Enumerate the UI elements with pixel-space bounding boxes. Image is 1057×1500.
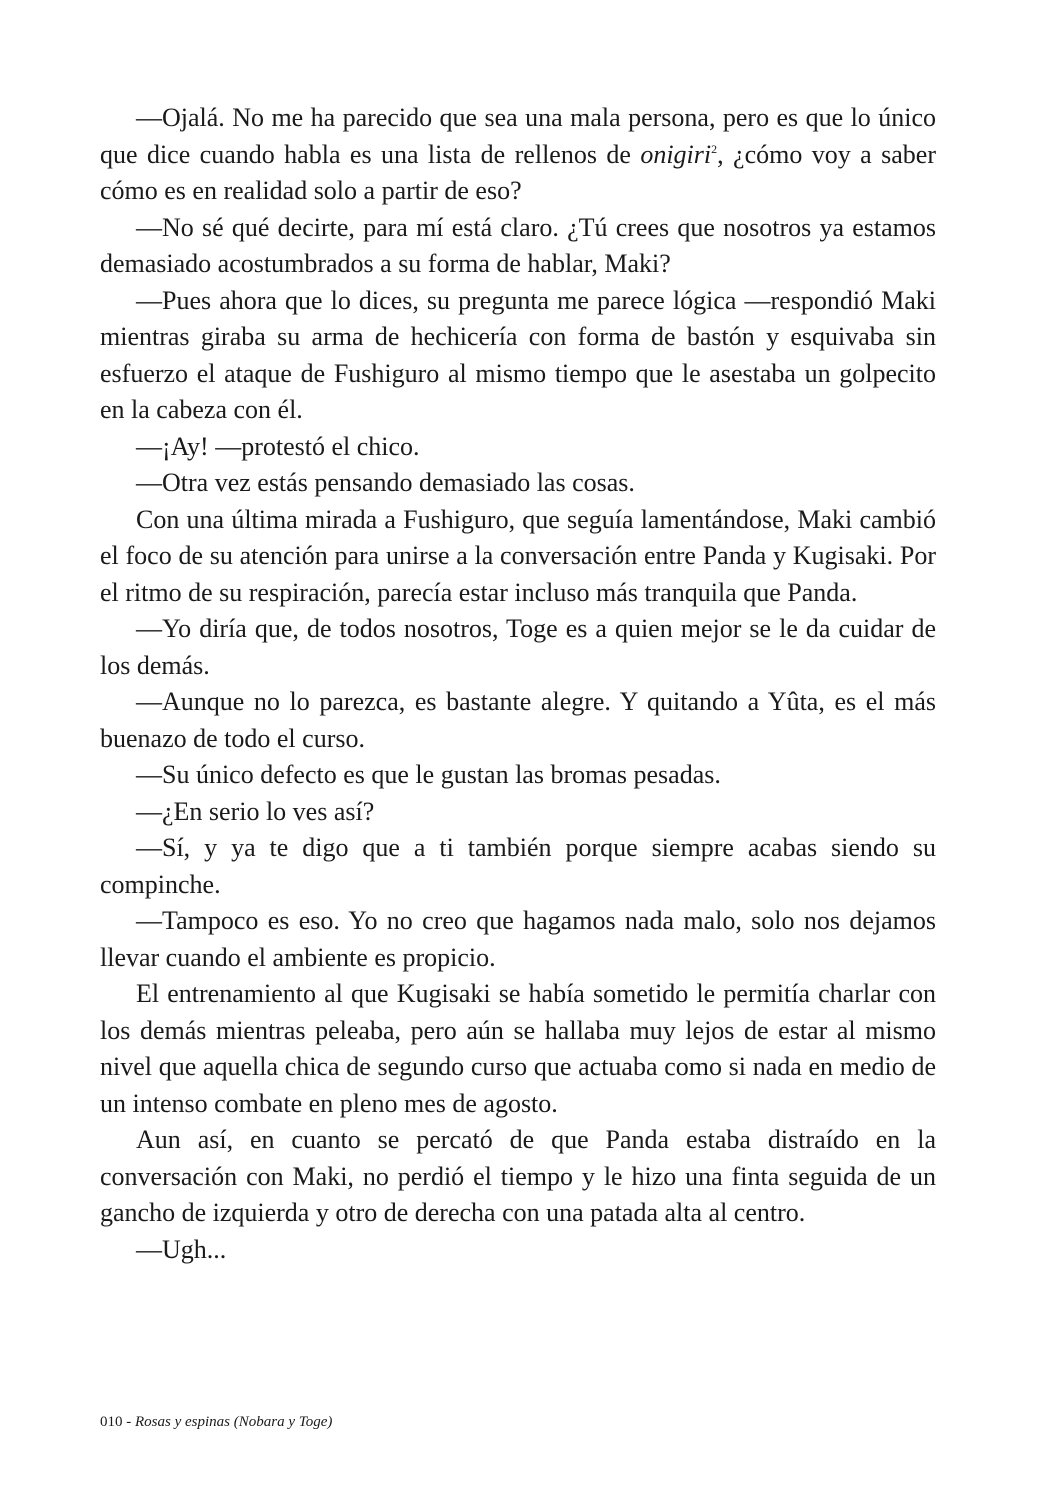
paragraph-11: —Sí, y ya te digo que a ti también porque siempre acabas siendo su compinche. <box>100 833 936 899</box>
paragraph-9: —Su único defecto es que le gustan las bromas pesadas. <box>136 760 721 789</box>
footer-separator: - <box>122 1414 135 1430</box>
paragraph-13: El entrenamiento al que Kugisaki se había sometido le permitía charlar con los demás mientras peleaba, pero aún se hallaba muy lejos de estar al mismo nivel que aquella chica de segundo curso que actuaba como si nada en medio de un intenso combate en pleno mes de agosto. <box>100 979 936 1118</box>
paragraph-3: —Pues ahora que lo dices, su pregunta me parece lógica —respondió Maki mientras giraba su arma de hechicería con forma de bastón y esquivaba sin esfuerzo el ataque de Fushiguro al mismo tiempo que le asestaba un golpecito en la cabeza con él. <box>100 285 936 424</box>
paragraph-1 <box>100 100 936 210</box>
paragraph-14: Aun así, en cuanto se percató de que Panda estaba distraído en la conversación con Maki, no perdió el tiempo y le hizo una finta seguida de un gancho de izquierda y otro de derecha con una patada alta al centro. <box>100 1125 936 1227</box>
paragraph-12: —Tampoco es eso. Yo no creo que hagamos nada malo, solo nos dejamos llevar cuando el ambiente es propicio. <box>100 906 936 972</box>
book-title: Rosas y espinas (Nobara y Toge) <box>135 1414 333 1430</box>
paragraph-5: —Otra vez estás pensando demasiado las cosas. <box>136 468 635 497</box>
paragraph-7: —Yo diría que, de todos nosotros, Toge es a quien mejor se le da cuidar de los demás. <box>100 614 936 680</box>
paragraph-6: Con una última mirada a Fushiguro, que seguía lamentándose, Maki cambió el foco de su atención para unirse a la conversación entre Panda y Kugisaki. Por el ritmo de su respiración, parecía estar incluso más tranquila que Panda. <box>100 504 936 607</box>
page-number: 010 <box>100 1414 123 1430</box>
footnote-marker: 2 <box>711 141 718 156</box>
paragraph-8: —Aunque no lo parezca, es bastante alegre. Y quitando a Yûta, es el más buenazo de todo el curso. <box>100 687 936 753</box>
paragraph-10: —¿En serio lo ves así? <box>136 796 375 826</box>
paragraph-1-text-end: , ¿cómo voy a saber cómo es en realidad solo a partir de eso? <box>100 139 936 205</box>
page-body <box>100 100 936 1268</box>
paragraph-1-text: —Ojalá. No me ha parecido que sea una mala persona, pero es que lo único que dice cuando habla es una lista de rellenos de <box>100 103 936 169</box>
paragraph-2: —No sé qué decirte, para mí está claro. ¿Tú crees que nosotros ya estamos demasiado acostumbrados a su forma de hablar, Maki? <box>100 212 936 278</box>
paragraph-4: —¡Ay! —protestó el chico. <box>136 431 420 461</box>
paragraph-15: —Ugh... <box>136 1234 227 1264</box>
page-footer <box>100 1412 332 1432</box>
onigiri-term: onigiri <box>640 139 712 169</box>
